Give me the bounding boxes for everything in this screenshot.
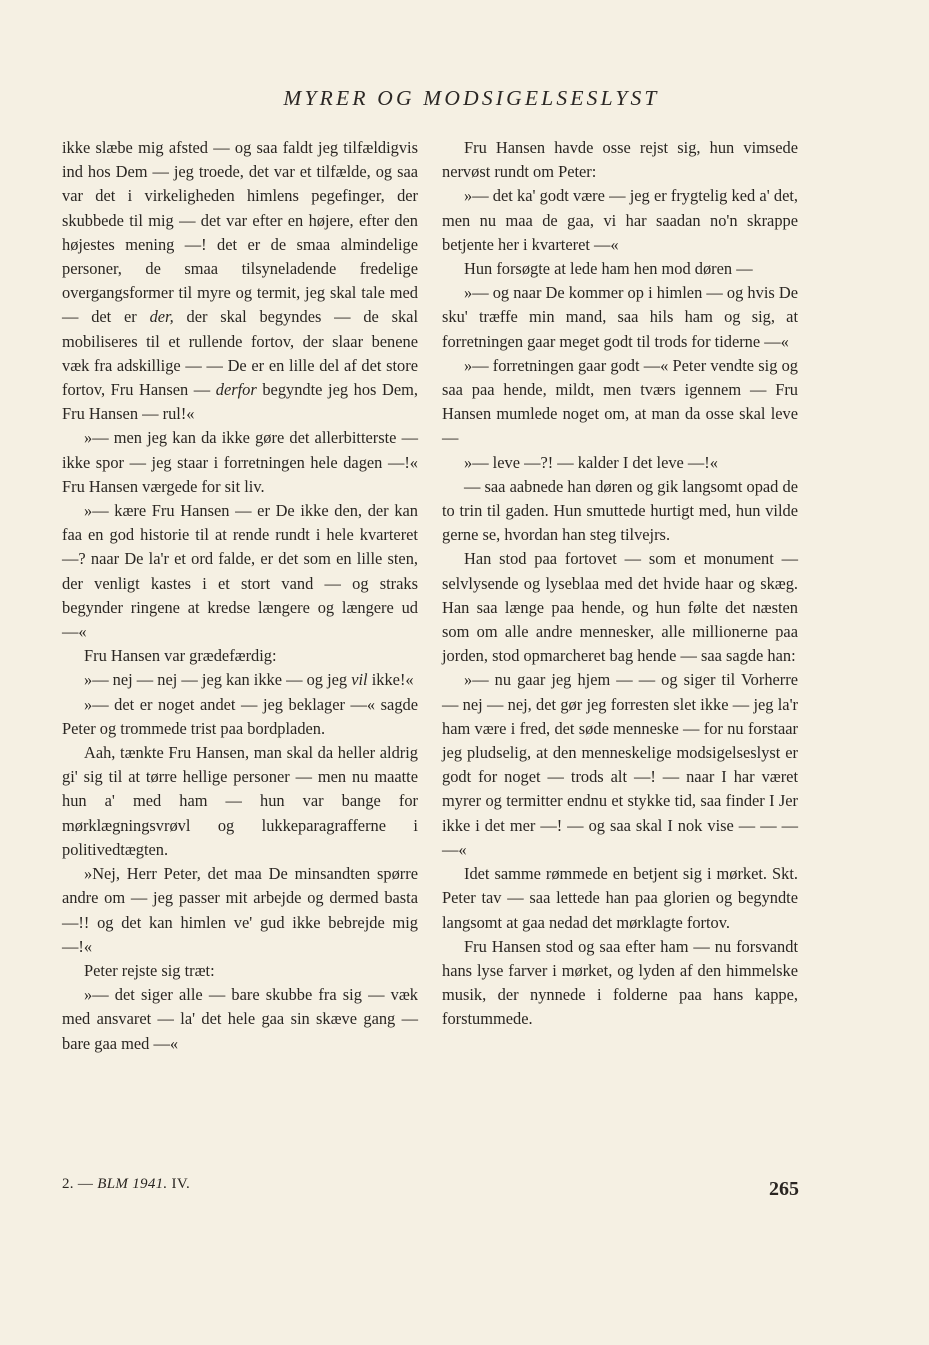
signature-mark	[62, 1176, 190, 1193]
paragraph: Fru Hansen havde osse rejst sig, hun vimsede nervøst rundt om Peter:	[442, 138, 798, 182]
paragraph: »— leve —?! — kalder I det leve —!«	[464, 452, 718, 472]
paragraph: — saa aabnede han døren og gik langsomt opad de to trin til gaden. Hun smuttede hurtigt med, hun vilde gerne se, hvordan han steg tilvejrs.	[442, 476, 798, 545]
paragraph: ikke slæbe mig afsted — og saa faldt jeg tilfældigvis ind hos Dem — jeg troede, det var et tilfælde, og saa var det i virkeligheden himlens pegefinger, der skubbede til mig — det var efter en højere, efter den højestes mening —! det er de smaa almindelige personer, de smaa tilsyneladende fredelige overgangsformer til myre og termit, jeg skal tale med — det er der, der skal begyndes — de skal mobiliseres til et rullende fortov, der slaar benene væk fra adskillige — — De er en lille del af det store fortov, Fru Hansen — derfor begyndte jeg hos Dem, Fru Hansen — rul!«	[62, 138, 419, 424]
paragraph: »— det ka' godt være — jeg er frygtelig ked a' det, men nu maa de gaa, vi har saadan no'n skrappe betjente her i kvarteret —«	[442, 186, 798, 254]
page-number: 265	[769, 1178, 799, 1200]
paragraph: Han stod paa fortovet — som et monument — selvlysende og lyseblaa med det hvide haar og skæg. Han saa længe paa hende, og hun følte det næsten som om alle andre mennesker, alle millionerne paa jorden, stod opmarcheret bag hende — saa sagde han:	[442, 549, 798, 666]
paragraph: Aah, tænkte Fru Hansen, man skal da heller aldrig gi' sig til at tørre hellige personer — men nu maatte hun a' med ham — hun var bange for mørklægningsvrøvl og lukkeparagrafferne i politivedtægten.	[62, 743, 418, 859]
paragraph: »— nu gaar jeg hjem — — og siger til Vorherre — nej — nej, det gør jeg forresten slet ikke — jeg la'r ham være i fred, det søde menneske — for nu forstaar jeg pludselig, at den menneskelige modsigelseslyst er godt for noget — trods alt —! — naar I har været myrer og termitter endnu et stykke tid, saa finder I Jer ikke i det mer —! — og saa skal I nok vise — — — —«	[442, 670, 798, 859]
paragraph: »— men jeg kan da ikke gøre det allerbitterste — ikke spor — jeg staar i forretningen hele dagen —!« Fru Hansen værgede for sit liv.	[62, 428, 418, 496]
paragraph: Hun forsøgte at lede ham hen mod døren —	[464, 259, 753, 279]
signature-prefix: 2. —	[62, 1176, 94, 1192]
paragraph: Idet samme rømmede en betjent sig i mørket. Skt. Peter tav — saa lettede han paa glorien og begyndte langsomt at gaa nedad det mørklagte fortov.	[442, 864, 798, 932]
paragraph: Fru Hansen var grædefærdig:	[84, 646, 277, 666]
paragraph: »— det er noget andet — jeg beklager —« sagde Peter og trommede trist paa bordpladen.	[62, 694, 418, 738]
left-text-column	[62, 136, 418, 1056]
paragraph: Peter rejste sig træt:	[84, 960, 215, 980]
paragraph: »— forretningen gaar godt —« Peter vendte sig og saa paa hende, mildt, men tværs igennem — Fru Hansen mumlede noget om, at man da osse skal leve —	[442, 355, 798, 448]
page-header-title: MYRER OG MODSIGELSESLYST	[283, 86, 660, 110]
paragraph: »— nej — nej — jeg kan ikke — og jeg vil ikke!«	[84, 670, 414, 690]
right-text-column	[442, 136, 798, 1032]
signature-volume: IV.	[171, 1176, 191, 1192]
paragraph: »Nej, Herr Peter, det maa De minsandten spørre andre om — jeg passer mit arbejde og dermed basta —!! og det kan himlen ve' gud ikke bebrejde mig —!«	[62, 864, 418, 956]
paragraph: Fru Hansen stod og saa efter ham — nu forsvandt hans lyse farver i mørket, og lyden af den himmelske musik, der nynnede i folderne paa hans kappe, forstummede.	[442, 936, 798, 1029]
paragraph: »— det siger alle — bare skubbe fra sig — væk med ansvaret — la' det hele gaa sin skæve gang — bare gaa med —«	[62, 985, 418, 1053]
paragraph: »— og naar De kommer op i himlen — og hvis De sku' træffe min mand, saa hils ham og sig, at forretningen gaar meget godt til trods for tiderne —«	[442, 283, 798, 351]
paragraph: »— kære Fru Hansen — er De ikke den, der kan faa en god historie til at rende rundt i hele kvarteret —? naar De la'r et ord falde, er det som en lille sten, der venligt kastes i et stort vand — og straks begynder ringene at kredse længere og længere ud —«	[62, 501, 418, 642]
signature-journal: BLM 1941.	[97, 1176, 168, 1192]
